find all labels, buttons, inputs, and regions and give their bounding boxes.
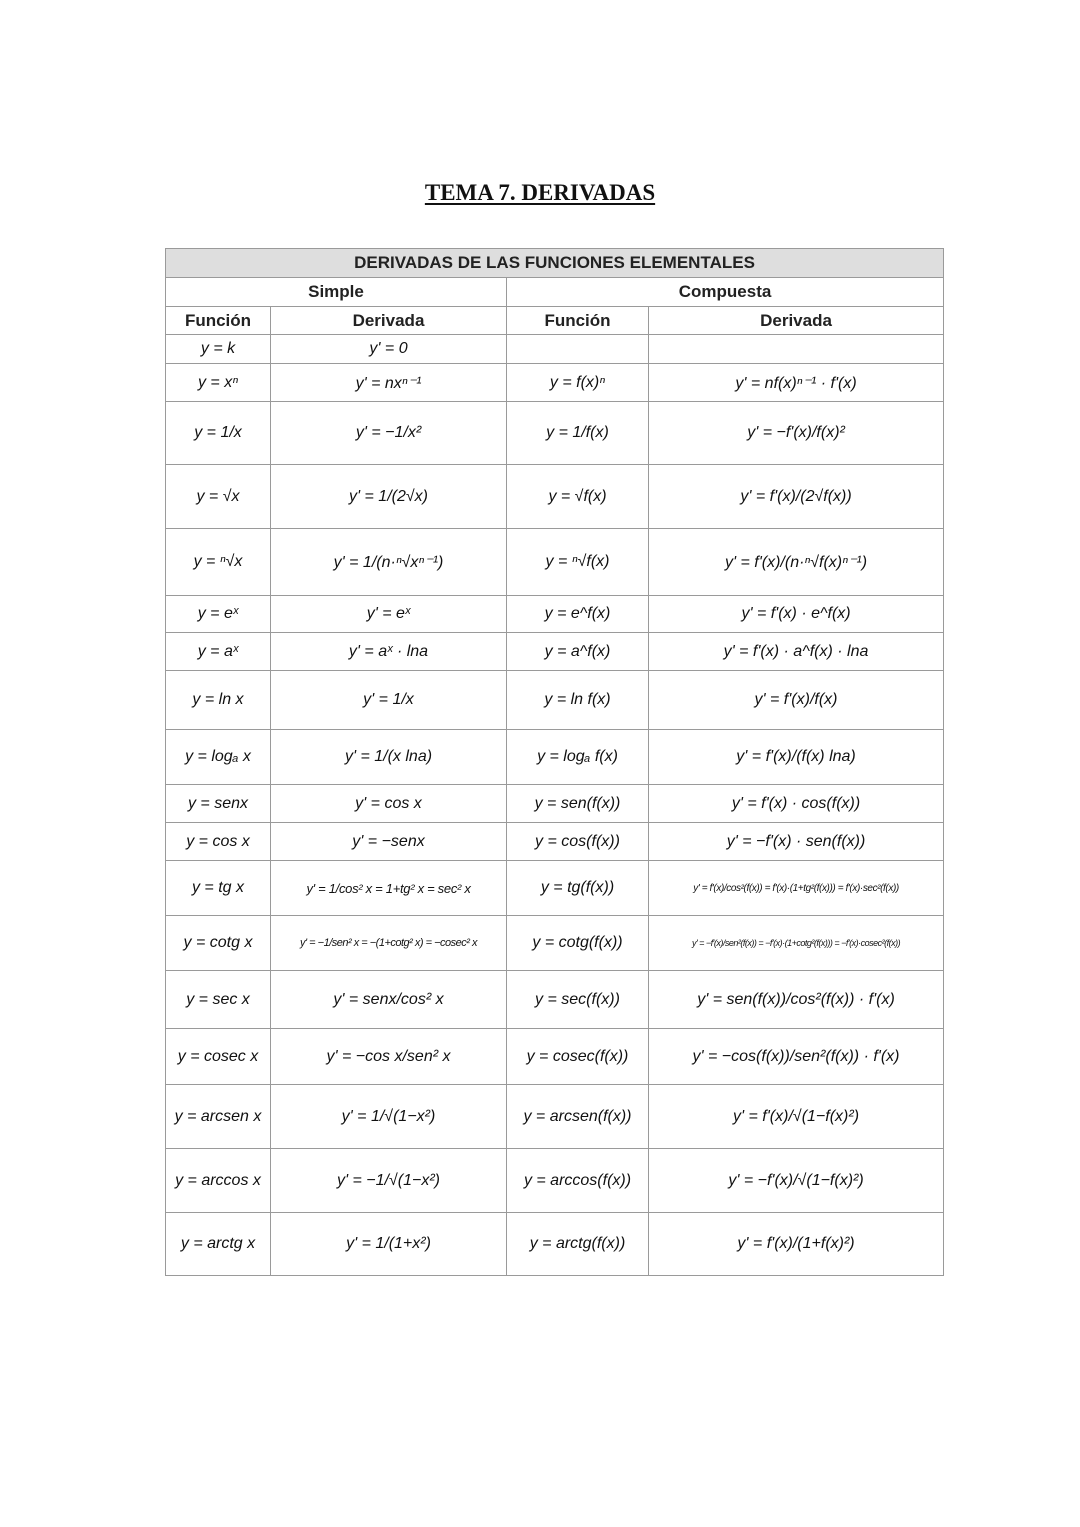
simple-derivative-cell: y' = 1/x <box>271 671 507 730</box>
compound-derivative-cell: y' = −cos(f(x))/sen²(f(x)) · f'(x) <box>649 1029 944 1085</box>
table-row <box>166 971 944 1029</box>
compound-function-cell: y = √f(x) <box>507 465 649 529</box>
table-row <box>166 1213 944 1276</box>
compound-function-cell: y = tg(f(x)) <box>507 861 649 916</box>
compound-derivative-cell: y' = f'(x)/√(1−f(x)²) <box>649 1085 944 1149</box>
simple-function-cell: y = arcsen x <box>166 1085 271 1149</box>
compound-derivative-cell: y' = f'(x)/(n·ⁿ√f(x)ⁿ⁻¹) <box>649 529 944 596</box>
simple-derivative-cell: y' = aˣ · lna <box>271 633 507 671</box>
compound-function-cell: y = logₐ f(x) <box>507 730 649 785</box>
column-header-funcion-simple: Función <box>166 307 271 335</box>
column-header-funcion-compuesta: Función <box>507 307 649 335</box>
simple-derivative-cell: y' = −1/sen² x = −(1+cotg² x) = −cosec² x <box>271 916 507 971</box>
compound-derivative-cell: y' = f'(x)/(2√f(x)) <box>649 465 944 529</box>
compound-function-cell: y = f(x)ⁿ <box>507 364 649 402</box>
table-row <box>166 465 944 529</box>
simple-function-cell: y = logₐ x <box>166 730 271 785</box>
simple-function-cell: y = ln x <box>166 671 271 730</box>
simple-function-cell: y = cosec x <box>166 1029 271 1085</box>
simple-derivative-cell: y' = 1/(n·ⁿ√xⁿ⁻¹) <box>271 529 507 596</box>
compound-function-cell: y = 1/f(x) <box>507 402 649 465</box>
compound-function-cell: y = arcsen(f(x)) <box>507 1085 649 1149</box>
compound-function-cell: y = arctg(f(x)) <box>507 1213 649 1276</box>
table-row <box>166 861 944 916</box>
simple-derivative-cell: y' = cos x <box>271 785 507 823</box>
simple-function-cell: y = arctg x <box>166 1213 271 1276</box>
compound-derivative-cell: y' = nf(x)ⁿ⁻¹ · f'(x) <box>649 364 944 402</box>
compound-derivative-cell: y' = f'(x)/f(x) <box>649 671 944 730</box>
simple-derivative-cell: y' = 1/(1+x²) <box>271 1213 507 1276</box>
group-header-row <box>166 278 944 307</box>
compound-derivative-cell: y' = f'(x) · cos(f(x)) <box>649 785 944 823</box>
simple-function-cell: y = tg x <box>166 861 271 916</box>
simple-function-cell: y = arccos x <box>166 1149 271 1213</box>
table-row <box>166 1149 944 1213</box>
compound-function-cell: y = sen(f(x)) <box>507 785 649 823</box>
compound-function-cell <box>507 335 649 364</box>
table-row <box>166 633 944 671</box>
simple-derivative-cell: y' = senx/cos² x <box>271 971 507 1029</box>
compound-function-cell: y = cosec(f(x)) <box>507 1029 649 1085</box>
simple-function-cell: y = cotg x <box>166 916 271 971</box>
compound-function-cell: y = cos(f(x)) <box>507 823 649 861</box>
simple-function-cell: y = xⁿ <box>166 364 271 402</box>
simple-derivative-cell: y' = 1/√(1−x²) <box>271 1085 507 1149</box>
table-row <box>166 364 944 402</box>
compound-function-cell: y = ⁿ√f(x) <box>507 529 649 596</box>
group-compuesta-header: Compuesta <box>507 278 944 307</box>
compound-derivative-cell: y' = −f'(x) · sen(f(x)) <box>649 823 944 861</box>
compound-derivative-cell: y' = −f'(x)/f(x)² <box>649 402 944 465</box>
table-caption-row <box>166 249 944 278</box>
compound-function-cell: y = a^f(x) <box>507 633 649 671</box>
compound-function-cell: y = arccos(f(x)) <box>507 1149 649 1213</box>
simple-derivative-cell: y' = eˣ <box>271 596 507 633</box>
table-row <box>166 335 944 364</box>
table-row <box>166 916 944 971</box>
compound-derivative-cell: y' = f'(x)/cos²(f(x)) = f'(x)·(1+tg²(f(x))) = f'(x)·sec²(f(x)) <box>649 861 944 916</box>
compound-function-cell: y = ln f(x) <box>507 671 649 730</box>
compound-derivative-cell: y' = f'(x)/(1+f(x)²) <box>649 1213 944 1276</box>
compound-derivative-cell <box>649 335 944 364</box>
table-row <box>166 529 944 596</box>
derivatives-table <box>165 248 944 1276</box>
page-title: TEMA 7. DERIVADAS <box>424 180 656 205</box>
table-row <box>166 402 944 465</box>
table-row <box>166 596 944 633</box>
simple-derivative-cell: y' = −1/√(1−x²) <box>271 1149 507 1213</box>
table-row <box>166 671 944 730</box>
compound-function-cell: y = cotg(f(x)) <box>507 916 649 971</box>
simple-function-cell: y = cos x <box>166 823 271 861</box>
column-header-row <box>166 307 944 335</box>
compound-derivative-cell: y' = sen(f(x))/cos²(f(x)) · f'(x) <box>649 971 944 1029</box>
column-header-derivada-simple: Derivada <box>271 307 507 335</box>
table-row <box>166 1085 944 1149</box>
simple-function-cell: y = √x <box>166 465 271 529</box>
simple-derivative-cell: y' = −1/x² <box>271 402 507 465</box>
compound-derivative-cell: y' = f'(x) · e^f(x) <box>649 596 944 633</box>
simple-derivative-cell: y' = −cos x/sen² x <box>271 1029 507 1085</box>
simple-function-cell: y = eˣ <box>166 596 271 633</box>
simple-function-cell: y = aˣ <box>166 633 271 671</box>
simple-derivative-cell: y' = −senx <box>271 823 507 861</box>
compound-derivative-cell: y' = f'(x)/(f(x) lna) <box>649 730 944 785</box>
compound-function-cell: y = sec(f(x)) <box>507 971 649 1029</box>
table-row <box>166 730 944 785</box>
compound-function-cell: y = e^f(x) <box>507 596 649 633</box>
table-row <box>166 1029 944 1085</box>
simple-function-cell: y = senx <box>166 785 271 823</box>
compound-derivative-cell: y' = −f'(x)/sen²(f(x)) = −f'(x)·(1+cotg²(f(x))) = −f'(x)·cosec²(f(x)) <box>649 916 944 971</box>
simple-function-cell: y = k <box>166 335 271 364</box>
table-row <box>166 823 944 861</box>
simple-derivative-cell: y' = 1/(x lna) <box>271 730 507 785</box>
simple-derivative-cell: y' = 1/(2√x) <box>271 465 507 529</box>
simple-derivative-cell: y' = 0 <box>271 335 507 364</box>
simple-function-cell: y = sec x <box>166 971 271 1029</box>
group-simple-header: Simple <box>166 278 507 307</box>
simple-derivative-cell: y' = nxⁿ⁻¹ <box>271 364 507 402</box>
compound-derivative-cell: y' = f'(x) · a^f(x) · lna <box>649 633 944 671</box>
simple-derivative-cell: y' = 1/cos² x = 1+tg² x = sec² x <box>271 861 507 916</box>
simple-function-cell: y = ⁿ√x <box>166 529 271 596</box>
simple-function-cell: y = 1/x <box>166 402 271 465</box>
table-caption: DERIVADAS DE LAS FUNCIONES ELEMENTALES <box>166 249 944 278</box>
column-header-derivada-compuesta: Derivada <box>649 307 944 335</box>
compound-derivative-cell: y' = −f'(x)/√(1−f(x)²) <box>649 1149 944 1213</box>
table-row <box>166 785 944 823</box>
